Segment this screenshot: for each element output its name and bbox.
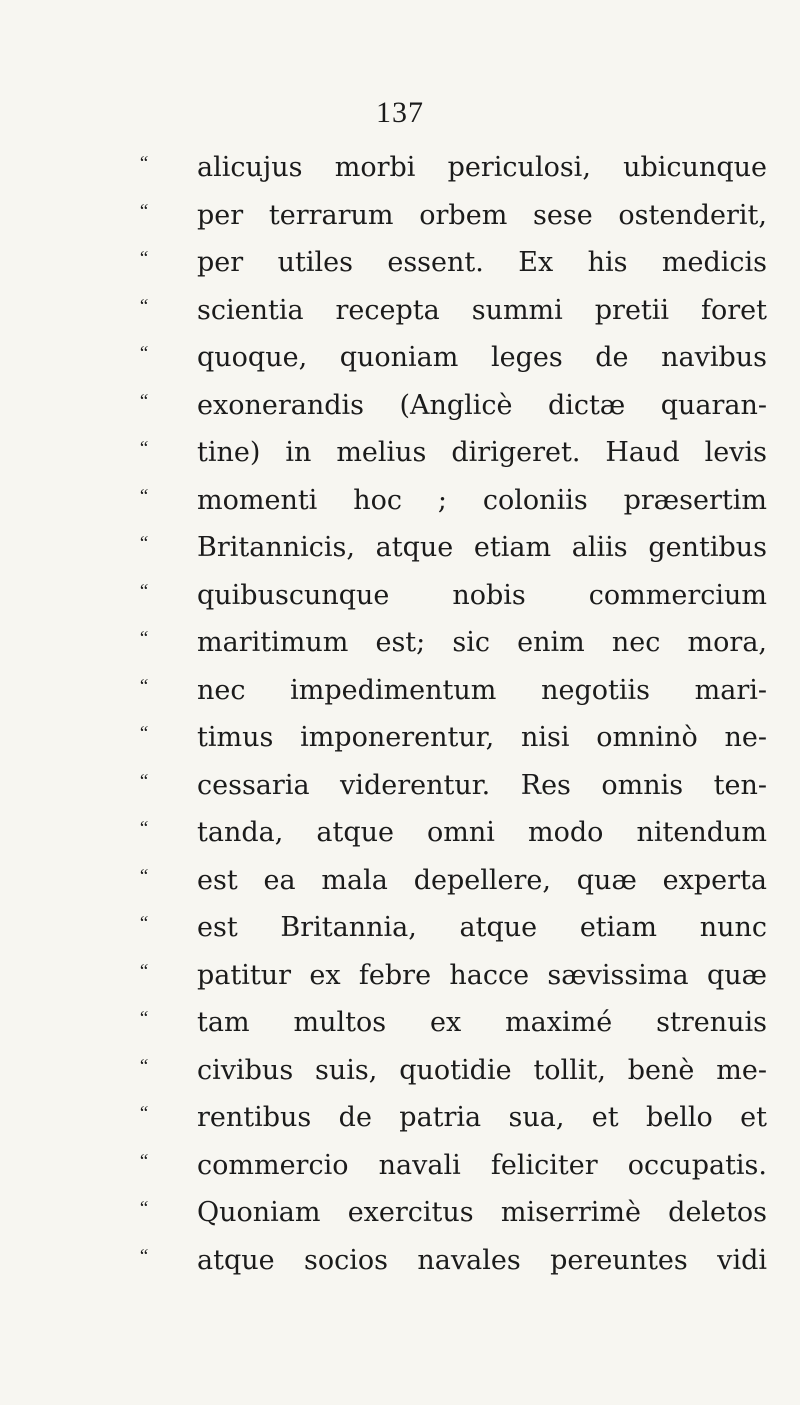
quote-mark: “ — [138, 865, 148, 887]
quote-mark: “ — [138, 1245, 148, 1267]
quote-mark: “ — [138, 818, 148, 839]
line-text: est Britannia, atque etiam nunc — [197, 912, 767, 943]
text-line — [0, 619, 800, 667]
page-number: 137 — [376, 96, 424, 129]
line-text: cessaria viderentur. Res omnis ten- — [197, 769, 767, 801]
text-line — [0, 334, 800, 382]
text-line — [0, 857, 800, 905]
quote-mark: “ — [138, 200, 148, 222]
quote-mark: “ — [138, 770, 148, 792]
line-text: est ea mala depellere, quæ experta — [197, 864, 767, 896]
line-text: per utiles essent. Ex his medicis — [197, 247, 767, 278]
text-line — [0, 714, 800, 762]
text-body — [0, 144, 800, 1284]
text-line — [0, 999, 800, 1047]
quote-mark: “ — [138, 438, 148, 459]
quote-mark: “ — [138, 723, 148, 744]
line-text: quibuscunque nobis commercium — [197, 579, 767, 611]
quote-mark: “ — [138, 1150, 148, 1172]
line-text: patitur ex febre hacce sævissima quæ — [197, 959, 767, 991]
text-line — [0, 1237, 800, 1285]
text-line — [0, 1047, 800, 1095]
quote-mark: “ — [138, 390, 148, 412]
text-line — [0, 144, 800, 192]
text-line — [0, 952, 800, 1000]
line-text: quoque, quoniam leges de navibus — [197, 342, 767, 373]
quote-mark: “ — [138, 1103, 148, 1124]
text-line — [0, 667, 800, 715]
text-line — [0, 239, 800, 287]
text-line — [0, 429, 800, 477]
quote-mark: “ — [138, 960, 148, 982]
text-line — [0, 524, 800, 572]
line-text: Britannicis, atque etiam aliis gentibus — [197, 532, 767, 563]
quote-mark: “ — [138, 1198, 148, 1219]
text-line — [0, 192, 800, 240]
line-text: civibus suis, quotidie tollit, benè me- — [197, 1054, 767, 1086]
text-line — [0, 572, 800, 620]
text-line — [0, 809, 800, 857]
quote-mark: “ — [138, 295, 148, 317]
text-line — [0, 1142, 800, 1190]
line-text: exonerandis (Anglicè dictæ quaran- — [197, 389, 767, 421]
line-text: nec impedimentum negotiis mari- — [197, 674, 767, 706]
quote-mark: “ — [138, 1008, 148, 1029]
quote-mark: “ — [138, 580, 148, 602]
line-text: commercio navali feliciter occupatis. — [197, 1149, 767, 1181]
quote-mark: “ — [138, 675, 148, 697]
line-text: tine) in melius dirigeret. Haud levis — [197, 437, 767, 468]
line-text: Quoniam exercitus miserrimè deletos — [197, 1197, 767, 1228]
line-text: momenti hoc ; coloniis præsertim — [197, 484, 767, 516]
quote-mark: “ — [138, 913, 148, 934]
quote-mark: “ — [138, 343, 148, 364]
text-line — [0, 762, 800, 810]
text-line — [0, 1094, 800, 1142]
text-line — [0, 904, 800, 952]
line-text: scientia recepta summi pretii foret — [197, 294, 767, 326]
text-line — [0, 477, 800, 525]
quote-mark: “ — [138, 153, 148, 174]
text-line — [0, 1189, 800, 1237]
text-line — [0, 287, 800, 335]
text-line — [0, 382, 800, 430]
quote-mark: “ — [138, 628, 148, 649]
line-text: tanda, atque omni modo nitendum — [197, 817, 767, 848]
line-text: per terrarum orbem sese ostenderit, — [197, 199, 767, 231]
quote-mark: “ — [138, 1055, 148, 1077]
line-text: alicujus morbi periculosi, ubicunque — [197, 152, 767, 183]
line-text: atque socios navales pereuntes vidi — [197, 1244, 767, 1276]
line-text: tam multos ex maximé strenuis — [197, 1007, 767, 1038]
quote-mark: “ — [138, 533, 148, 554]
quote-mark: “ — [138, 248, 148, 269]
line-text: timus imponerentur, nisi omninò ne- — [197, 722, 767, 753]
line-text: maritimum est; sic enim nec mora, — [197, 627, 767, 658]
line-text: rentibus de patria sua, et bello et — [197, 1102, 767, 1133]
quote-mark: “ — [138, 485, 148, 507]
